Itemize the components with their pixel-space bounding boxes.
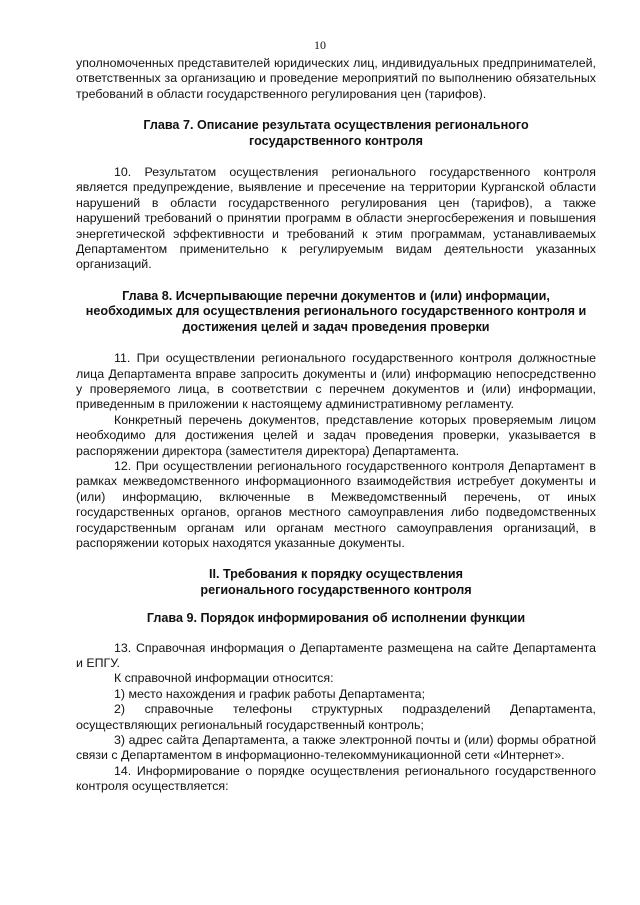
paragraph-13-intro: К справочной информации относится: — [114, 671, 334, 686]
chapter-8-heading — [76, 289, 596, 335]
paragraph-12: 12. При осуществлении регионального государственного контроля Департамент в рамках межведомственного информационного взаимодействия истребует документы и (или) информацию, включенные в Межведомственный перечень, от иных государственных органов, органов местного самоуправления либо подведомственных государственным органам или органам местного самоуправления организаций, в распоряжении которых находятся указанные документы. — [76, 458, 596, 550]
paragraph-13: 13. Справочная информация о Департаменте размещена на сайте Департамента и ЕПГУ. — [76, 640, 596, 670]
paragraph-11: 11. При осуществлении регионального государственного контроля должностные лица Департамента вправе запросить документы и (или) информацию непосредственно у проверяемого лица, в соответствии с перечнем документов и (или) информации, приведенным в приложении к настоящему административному регламенту. — [76, 351, 596, 412]
paragraph-11-continued: Конкретный перечень документов, представление которых проверяемым лицом необходимо для достижения целей и задач проведения проверки, указывается в распоряжении директора (заместителя директора) Департамента. — [76, 412, 596, 458]
section-2-heading-line-2: регионального государственного контроля — [200, 582, 472, 597]
chapter-8-heading-line-1: Глава 8. Исчерпывающие перечни документов и (или) информации, — [122, 288, 550, 303]
chapter-7-heading — [76, 118, 596, 149]
section-2-heading-line-1: II. Требования к порядку осуществления — [208, 567, 464, 582]
list-item-2: 2) справочные телефоны структурных подразделений Департамента, осуществляющих региональный государственный контроль; — [76, 702, 596, 732]
chapter-7-heading-line-2: государственного контроля — [249, 133, 423, 148]
chapter-9-heading: Глава 9. Порядок информирования об исполнении функции — [146, 611, 526, 626]
intro-paragraph: уполномоченных представителей юридических лиц, индивидуальных предпринимателей, ответственных за организацию и проведение мероприятий по выполнению обязательных требований в области государственного регулирования цен (тарифов). — [76, 56, 596, 101]
document-body — [76, 56, 596, 795]
section-2-heading — [76, 567, 596, 598]
list-item-1: 1) место нахождения и график работы Департамента; — [114, 686, 426, 701]
chapter-7-heading-line-1: Глава 7. Описание результата осуществления регионального — [143, 118, 529, 133]
page-number: 10 — [314, 38, 326, 52]
list-item-3: 3) адрес сайта Департамента, а также электронной почты и (или) формы обратной связи с Департаментом в информационно-телекоммуникационной сети «Интернет». — [76, 733, 596, 763]
paragraph-14: 14. Информирование о порядке осуществления регионального государственного контроля осуществляется: — [76, 763, 596, 794]
chapter-8-heading-line-2: необходимых для осуществления регионального государственного контроля и — [85, 304, 587, 319]
paragraph-10: 10. Результатом осуществления регионального государственного контроля является предупреждение, выявление и пресечение на территории Курганской области нарушений в области государственного регулирования цен (тарифов), а также нарушений требований о принятии программ в области энергосбережения и повышения энергетической эффективности и требований к этим программам, устанавливаемых Департаментом применительно к регулируемым видам деятельности указанных организаций. — [76, 165, 596, 272]
chapter-8-heading-line-3: достижения целей и задач проведения проверки — [182, 319, 490, 334]
